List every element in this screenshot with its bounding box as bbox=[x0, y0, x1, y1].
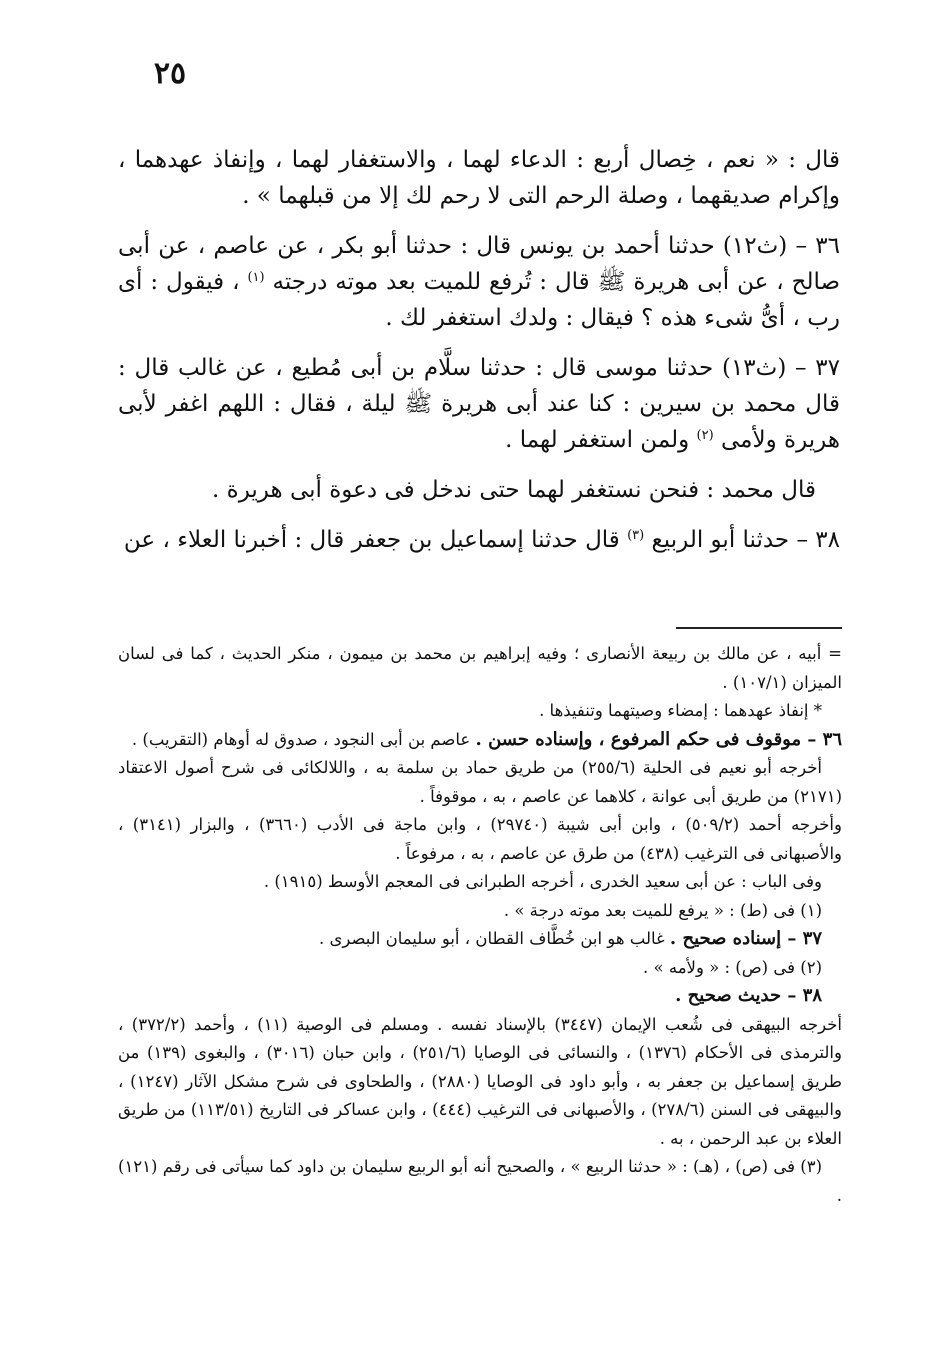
footnote-37-heading: ٣٧ – إسناده صحيح . bbox=[669, 928, 822, 949]
footnote-gloss: * إنفاذ عهدهما : إمضاء وصيتهما وتنفيذها . bbox=[539, 701, 822, 720]
paragraph-37-text-b: ولمن استغفر لهما . bbox=[505, 427, 690, 453]
paragraph-38-text-b: قال حدثنا إسماعيل بن جعفر قال : أخبرنا العلاء ، عن bbox=[123, 527, 620, 553]
paragraph-37 bbox=[118, 350, 840, 458]
paragraph-38-text-a: ٣٨ – حدثنا أبو الربيع bbox=[651, 527, 840, 553]
page-number: ٢٥ bbox=[153, 56, 187, 91]
footnote-ref-2[interactable]: (٢) bbox=[696, 428, 714, 443]
footnote-36-bab: وفى الباب : عن أبى سعيد الخدرى ، أخرجه الطبرانى فى المعجم الأوسط (١٩١٥) . bbox=[263, 872, 822, 891]
footnote-ref-3[interactable]: (٣) bbox=[627, 528, 645, 543]
footnote-38-takhrij: أخرجه البيهقى فى شُعب الإيمان (٣٤٤٧) بالإسناد نفسه . ومسلم فى الوصية (١١) ، وأحمد (٣٧٢/٢) ، والترمذى فى الأحكام (١٣٧٦) ، والنسائى فى الوصايا (٢٥١/٦) ، وابن حبان (٣٠١٦) ، والبغوى (١٣٩) من طريق إسماعيل بن جعفر به ، وأبو داود فى الوصايا (٢٨٨٠) ، والطحاوى فى شرح مشكل الآثار (١٢٤٧) ، والبيهقى فى السنن (٢٧٨/٦) ، والأصبهانى فى الترغيب (٤٤٤) ، وابن عساكر فى التاريخ (١١٣/٥١) من طريق العلاء بن عبد الرحمن ، به . bbox=[118, 1014, 842, 1148]
footnote-37-note: غالب هو ابن خُطَّاف القطان ، أبو سليمان البصرى . bbox=[318, 929, 665, 948]
footnote-2: (٢) فى (ص) : « ولأمه » . bbox=[643, 957, 822, 977]
footnotes bbox=[118, 640, 842, 1210]
footnote-1: (١) فى (ط) : « يرفع للميت بعد موته درجة » . bbox=[503, 900, 822, 920]
footnote-ref-1[interactable]: (١) bbox=[247, 270, 265, 285]
footnote-3: (٣) فى (ص) ، (هـ) : « حدثنا الربيع » ، والصحيح أنه أبو الربيع سليمان بن داود كما سيأتى فى رقم (١٢١) . bbox=[118, 1157, 842, 1205]
paragraph-1: قال : « نعم ، خِصال أربع : الدعاء لهما ، والاستغفار لهما ، وإنفاذ عهدهما ، وإكرام صديقهما ، وصلة الرحم التى لا رحم لك إلا من قبلهما » . bbox=[118, 147, 840, 209]
footnote-36-note: عاصم بن أبى النجود ، صدوق له أوهام (التقريب) . bbox=[131, 729, 471, 749]
footnote-37-grade bbox=[118, 925, 842, 954]
footnote-36-takhrij-1: أخرجه أبو نعيم فى الحلية (٢٥٥/٦) من طريق حماد بن سلمة به ، واللالكائى فى شرح أصول الاعتقاد (٢١٧١) من طريق أبى عوانة ، كلاهما عن عاصم ، به ، موقوفاً . bbox=[118, 758, 842, 806]
footnote-36-takhrij-2: وأخرجه أحمد (٥٠٩/٢) ، وابن أبى شيبة (٢٩٧٤٠) ، وابن ماجة فى الأدب (٣٦٦٠) ، والبزار (٣١٤١) ، والأصبهانى فى الترغيب (٤٣٨) من طرق عن عاصم ، به ، مرفوعاً . bbox=[118, 815, 842, 863]
main-text bbox=[118, 142, 840, 572]
footnote-36-heading: ٣٦ – موقوف فى حكم المرفوع ، وإسناده حسن . bbox=[475, 728, 842, 750]
paragraph-38 bbox=[118, 522, 840, 558]
footnote-38-grade bbox=[118, 982, 842, 1011]
footnote-36-grade bbox=[118, 726, 842, 755]
paragraph-36-text-a: ٣٦ – (ث١٢) حدثنا أحمد بن يونس قال : حدثنا أبو بكر ، عن عاصم ، عن أبى صالح ، عن أبى هريرة ﷺ قال : تُرفع للميت بعد موته درجته bbox=[118, 233, 840, 295]
footnote-38-heading: ٣٨ – حديث صحيح . bbox=[675, 985, 822, 1006]
footnote-divider bbox=[676, 627, 842, 629]
paragraph-36-text-b: ، فيقول : أى رب ، أىُّ شىء هذه ؟ فيقال : ولدك استغفر لك . bbox=[118, 269, 840, 331]
paragraph-37-comment: قال محمد : فنحن نستغفر لهما حتى ندخل فى دعوة أبى هريرة . bbox=[212, 477, 816, 503]
paragraph-37-text-a: ٣٧ – (ث١٣) حدثنا موسى قال : حدثنا سلَّام بن أبى مُطيع ، عن غالب قال : قال محمد بن سيرين : كنا عند أبى هريرة ﷺ ليلة ، فقال : اللهم اغفر لأبى هريرة ولأمى bbox=[118, 355, 840, 453]
footnote-continuation: = أبيه ، عن مالك بن ربيعة الأنصارى ؛ وفيه إبراهيم بن محمد بن ميمون ، منكر الحديث ، كما فى لسان الميزان (١٠٧/١) . bbox=[118, 644, 842, 692]
paragraph-36 bbox=[118, 228, 840, 336]
